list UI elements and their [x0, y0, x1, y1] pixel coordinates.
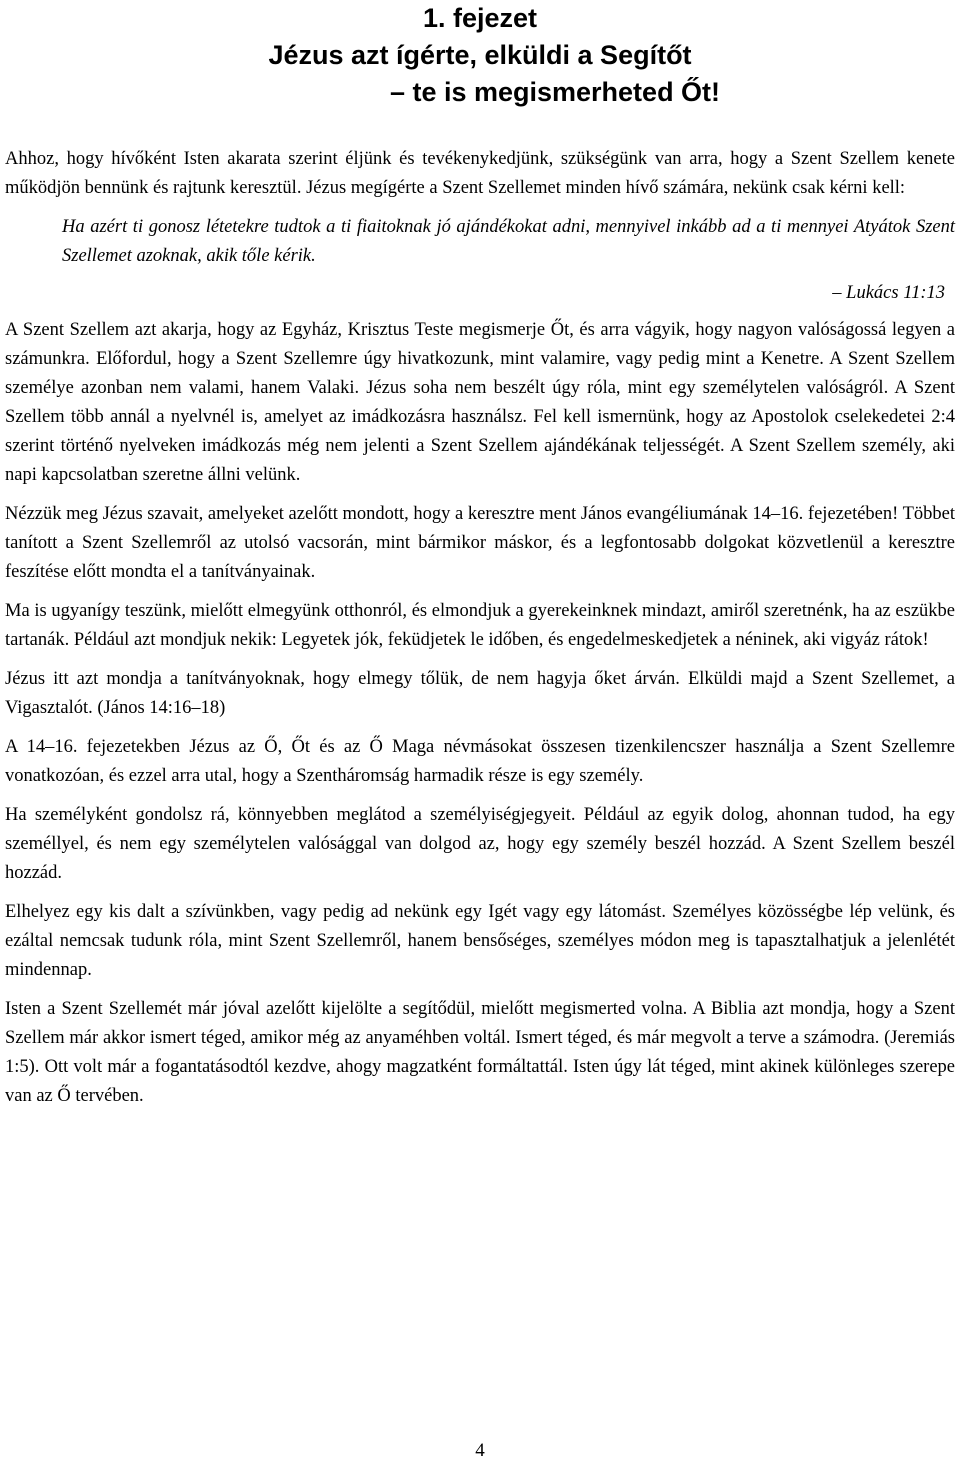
scripture-quote: Ha azért ti gonosz létetekre tudtok a ti fiaitoknak jó ajándékokat adni, mennyivel inkább ad a ti mennyei Atyátok Szent Szellemet azoknak, akik tőle kérik.	[62, 217, 955, 266]
body-paragraph-3: Ma is ugyanígy teszünk, mielőtt elmegyünk otthonról, és elmondjuk a gyerekeinknek mindazt, amiről szeretnénk, ha az eszükbe tartanák. Például azt mondjuk nekik: Legyetek jók, feküdjetek le időben, és engedelmeskedjetek a néninek, aki vigyáz rátok!	[5, 601, 955, 650]
chapter-subtitle: – te is megismerheted Őt!	[389, 77, 721, 107]
body-paragraph-6: Ha személyként gondolsz rá, könnyebben meglátod a személyiségjegyeit. Például az egyik dolog, ahonnan tudod, ha egy személlyel, és nem egy személytelen valósággal van dolgod az, hogy egy személy beszél hozzád. A Szent Szellem beszél hozzád.	[5, 805, 955, 883]
page-number: 4	[475, 1440, 485, 1461]
body-paragraph-5: A 14–16. fejezetekben Jézus az Ő, Őt és az Ő Maga névmásokat összesen tizenkilencszer használja a Szent Szellemre vonatkozóan, és ezzel arra utal, hogy a Szentháromság harmadik része is egy személy.	[5, 737, 955, 786]
scripture-reference: – Lukács 11:13	[832, 283, 945, 303]
body-paragraph-2: Nézzük meg Jézus szavait, amelyeket azelőtt mondott, hogy a keresztre ment János evangéliumának 14–16. fejezetében! Többet tanított a Szent Szellemről az utolsó vacsorán, mint bármikor máskor, és a legfontosabb dolgokat közvetlenül a keresztre feszítése előtt mondta el a tanítványainak.	[5, 504, 955, 582]
chapter-number: 1. fejezet	[422, 3, 538, 33]
body-paragraph-8: Isten a Szent Szellemét már jóval azelőtt kijelölte a segítődül, mielőtt megismerted volna. A Biblia azt mondja, hogy a Szent Szellem már akkor ismert téged, amikor még az anyaméhben voltál. Ismert téged, és már megvolt a terve a számodra. (Jeremiás 1:5). Ott volt már a fogantatásodtól kezdve, ahogy magzatként formáltattál. Isten úgy lát téged, mint akinek különleges szerepe van az Ő tervében.	[5, 999, 955, 1106]
intro-paragraph: Ahhoz, hogy hívőként Isten akarata szerint éljünk és tevékenykedjünk, szükségünk van arra, hogy a Szent Szellem kenete működjön bennünk és rajtunk keresztül. Jézus megígérte a Szent Szellemet minden hívő számára, nekünk csak kérni kell:	[5, 149, 955, 198]
body-paragraph-7: Elhelyez egy kis dalt a szívünkben, vagy pedig ad nekünk egy Igét vagy egy látomást. Személyes közösségbe lép velünk, és ezáltal nemcsak tudunk róla, mint Szent Szellemről, hanem bensőséges, személyes módon meg is tapasztalhatjuk a jelenlétét mindennap.	[5, 902, 955, 980]
chapter-heading	[5, 0, 955, 111]
chapter-title: Jézus azt ígérte, elküldi a Segítőt	[268, 40, 692, 70]
body-paragraph-4: Jézus itt azt mondja a tanítványoknak, hogy elmegy tőlük, de nem hagyja őket árván. Elküldi majd a Szent Szellemet, a Vigasztalót. (János 14:16–18)	[5, 669, 955, 718]
body-paragraph-1: A Szent Szellem azt akarja, hogy az Egyház, Krisztus Teste megismerje Őt, és arra vágyik, hogy nagyon valóságossá legyen a számunkra. Előfordul, hogy a Szent Szellemre úgy hivatkozunk, mint valamire, vagy pedig mint a Kenetre. A Szent Szellem személye azonban nem valami, hanem Valaki. Jézus soha nem beszélt úgy róla, mint egy személytelen valóságról. A Szent Szellem több annál a nyelvnél is, amelyet az imádkozásra használsz. Fel kell ismernünk, hogy az Apostolok cselekedetei 2:4 szerint történő nyelveken imádkozás még nem jelenti a Szent Szellem ajándékának teljességét. A Szent Szellem személy, aki napi kapcsolatban szeretne állni velünk.	[5, 320, 955, 485]
